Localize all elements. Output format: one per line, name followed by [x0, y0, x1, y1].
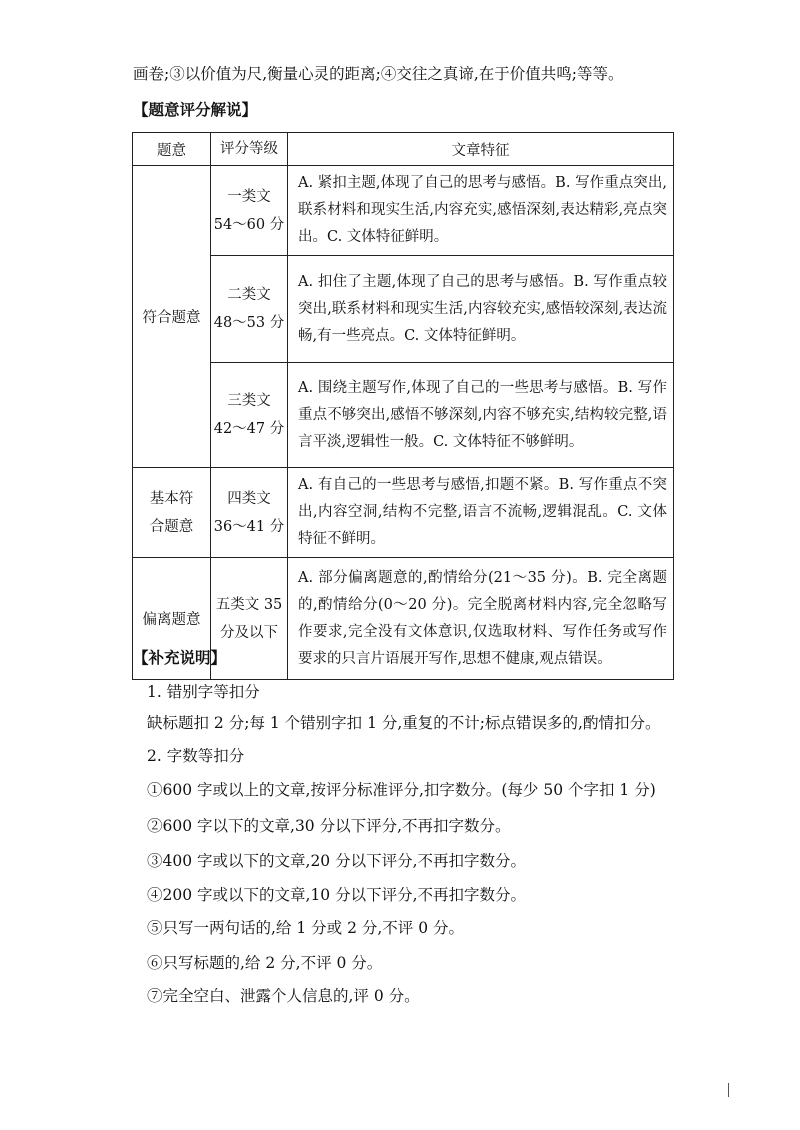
grade-name: 五类文 35	[215, 596, 283, 613]
scoring-table	[132, 132, 674, 680]
features-cell: A. 围绕主题写作,体现了自己的一些思考与感悟。B. 写作重点不够突出,感悟不够深刻,内容不够充实,结构较完整,语言平淡,逻辑性一般。C. 文体特征不够鲜明。	[288, 363, 674, 468]
grade-cell	[211, 363, 288, 468]
features-cell: A. 部分偏离题意的,酌情给分(21～35 分)。B. 完全离题的,酌情给分(0～20 分)。完全脱离材料内容,完全忽略写作要求,完全没有文体意识,仅选取材料、写作任务或写作要求的只言片语展开写作,思想不健康,观点错误。	[288, 558, 674, 680]
rule-line: ③400 字或以下的文章,20 分以下评分,不再扣字数分。	[147, 852, 527, 870]
typo-rule-text: 缺标题扣 2 分;每 1 个错别字扣 1 分,重复的不计;标点错误多的,酌情扣分。	[147, 714, 661, 732]
features-cell: A. 扣住了主题,体现了自己的思考与感悟。B. 写作重点较突出,联系材料和现实生活,内容较充实,感悟较深刻,表达流畅,有一些亮点。C. 文体特征鲜明。	[288, 256, 674, 363]
table-row	[133, 166, 674, 256]
table-header-row	[133, 133, 674, 166]
header-grade: 评分等级	[211, 133, 288, 166]
features-cell: A. 紧扣主题,体现了自己的思考与感悟。B. 写作重点突出,联系材料和现实生活,内容充实,感悟深刻,表达精彩,亮点突出。C. 文体特征鲜明。	[288, 166, 674, 256]
intent-cell: 偏离题意	[133, 558, 211, 680]
grade-name: 二类文	[227, 287, 271, 303]
table-row	[133, 468, 674, 558]
grade-name: 一类文	[227, 188, 271, 205]
grade-range: 48～53 分	[213, 315, 285, 331]
grade-cell	[211, 166, 288, 256]
rule-line: ⑤只写一两句话的,给 1 分或 2 分,不评 0 分。	[147, 919, 465, 937]
grade-name: 三类文	[227, 393, 271, 409]
scan-mark	[728, 1083, 732, 1097]
subsection-title-wordcount: 2. 字数等扣分	[147, 747, 245, 765]
section-title-supplement: 【补充说明】	[133, 648, 227, 667]
section-title-scoring: 【题意评分解说】	[133, 100, 258, 119]
rule-line: ②600 字以下的文章,30 分以下评分,不再扣字数分。	[147, 817, 511, 835]
intent-cell	[133, 468, 211, 558]
header-features: 文章特征	[288, 133, 674, 166]
header-intent: 题意	[133, 133, 211, 166]
grade-range: 42～47 分	[213, 421, 285, 437]
features-cell: A. 有自己的一些思考与感悟,扣题不紧。B. 写作重点不突出,内容空洞,结构不完整,语言不流畅,逻辑混乱。C. 文体特征不鲜明。	[288, 468, 674, 558]
intent-cell: 符合题意	[133, 166, 211, 468]
grade-name: 四类文	[227, 490, 271, 507]
table-row	[133, 256, 674, 363]
rule-line: ⑥只写标题的,给 2 分,不评 0 分。	[147, 954, 383, 972]
grade-cell	[211, 468, 288, 558]
intent-line: 基本符	[149, 490, 194, 507]
grade-range: 36～41 分	[213, 518, 285, 535]
grade-range: 分及以下	[220, 624, 278, 641]
table-row	[133, 363, 674, 468]
rule-line: ④200 字或以下的文章,10 分以下评分,不再扣字数分。	[147, 886, 527, 904]
intro-line: 画卷;③以价值为尺,衡量心灵的距离;④交往之真谛,在于价值共鸣;等等。	[133, 65, 624, 83]
rule-line: ⑦完全空白、泄露个人信息的,评 0 分。	[147, 987, 420, 1005]
grade-range: 54～60 分	[213, 216, 285, 233]
subsection-title-typos: 1. 错别字等扣分	[147, 683, 260, 701]
intent-line: 合题意	[149, 518, 194, 535]
rule-line: ①600 字或以上的文章,按评分标准评分,扣字数分。(每少 50 个字扣 1 分)	[147, 781, 656, 799]
grade-cell	[211, 256, 288, 363]
